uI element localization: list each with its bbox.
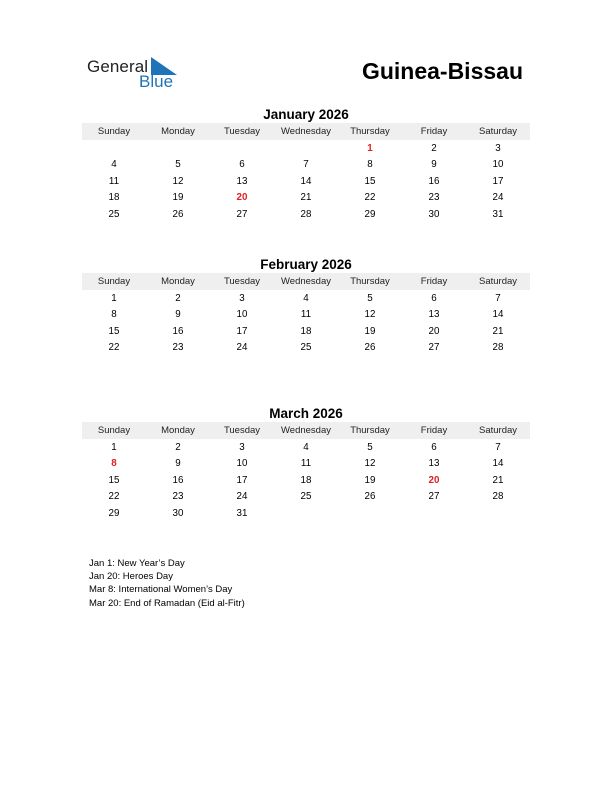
holiday-note: Mar 20: End of Ramadan (Eid al-Fitr) [89, 597, 245, 609]
day-cell: 15 [364, 175, 376, 187]
day-cell: 10 [236, 309, 248, 321]
weekday-label: Thursday [350, 425, 390, 436]
week-row [82, 489, 530, 506]
day-cell: 12 [364, 458, 376, 470]
day-cell: 3 [495, 142, 501, 154]
day-cell: 28 [300, 208, 312, 220]
day-cell: 5 [367, 441, 373, 453]
week-row [82, 439, 530, 456]
weekday-header [82, 123, 530, 140]
weekday-label: Thursday [350, 276, 390, 287]
day-cell: 16 [172, 325, 184, 337]
day-cell: 10 [236, 458, 248, 470]
day-cell: 20 [428, 325, 440, 337]
week-row [82, 290, 530, 307]
day-cell: 7 [495, 441, 501, 453]
weekday-header [82, 422, 530, 439]
weekday-label: Friday [420, 425, 448, 436]
day-cell: 8 [111, 458, 117, 470]
day-cell: 22 [364, 192, 376, 204]
day-cell: 9 [175, 458, 181, 470]
day-cell: 19 [364, 474, 376, 486]
logo [87, 57, 187, 93]
day-cell: 17 [236, 474, 248, 486]
day-cell: 21 [492, 474, 504, 486]
day-cell: 15 [108, 474, 120, 486]
day-cell: 25 [300, 342, 312, 354]
day-cell: 14 [300, 175, 312, 187]
day-cell: 13 [428, 458, 440, 470]
day-cell: 30 [428, 208, 440, 220]
day-cell: 29 [364, 208, 376, 220]
day-cell: 21 [300, 192, 312, 204]
holiday-note: Mar 8: International Women’s Day [89, 584, 233, 596]
day-cell: 8 [111, 309, 117, 321]
weekday-label: Friday [420, 126, 448, 137]
day-cell: 13 [428, 309, 440, 321]
month-title: March 2026 [269, 406, 343, 421]
day-cell: 19 [364, 325, 376, 337]
day-cell: 25 [108, 208, 120, 220]
weekday-label: Monday [161, 126, 195, 137]
day-cell: 25 [300, 491, 312, 503]
country-title: Guinea-Bissau [361, 58, 523, 84]
day-cell: 18 [300, 474, 312, 486]
day-cell: 5 [367, 292, 373, 304]
weekday-label: Sunday [97, 126, 131, 137]
weekday-label: Wednesday [281, 425, 331, 436]
day-cell: 16 [428, 175, 440, 187]
day-cell: 4 [111, 159, 117, 171]
weekday-label: Wednesday [281, 276, 331, 287]
day-cell: 6 [431, 292, 437, 304]
day-cell: 17 [236, 325, 248, 337]
day-cell: 24 [236, 342, 248, 354]
weekday-label: Monday [161, 276, 195, 287]
day-cell: 22 [108, 491, 120, 503]
day-cell: 27 [428, 342, 440, 354]
day-cell: 24 [236, 491, 248, 503]
holiday-notes [89, 557, 245, 610]
day-cell: 28 [492, 491, 504, 503]
logo-blue-text: Blue [139, 72, 174, 91]
day-cell: 1 [367, 142, 373, 154]
weekday-label: Tuesday [223, 425, 261, 436]
day-cell: 26 [172, 208, 184, 220]
day-cell: 14 [492, 458, 504, 470]
day-cell: 11 [300, 458, 312, 470]
week-row [82, 190, 530, 207]
day-cell: 21 [492, 325, 504, 337]
week-row [82, 307, 530, 324]
day-cell: 7 [303, 159, 309, 171]
week-row [82, 323, 530, 340]
week-row [82, 472, 530, 489]
weekday-label: Sunday [97, 425, 131, 436]
week-row [82, 157, 530, 174]
logo-general-text: General [87, 57, 149, 76]
day-cell: 2 [175, 441, 181, 453]
week-row [82, 456, 530, 473]
day-cell: 23 [172, 342, 184, 354]
day-cell: 27 [236, 208, 248, 220]
day-cell: 20 [428, 474, 440, 486]
day-cell: 19 [172, 192, 184, 204]
day-cell: 8 [367, 159, 373, 171]
day-cell: 11 [108, 175, 120, 187]
day-cell: 15 [108, 325, 120, 337]
day-cell: 2 [431, 142, 437, 154]
day-cell: 18 [108, 192, 120, 204]
weekday-label: Wednesday [281, 126, 331, 137]
day-cell: 26 [364, 342, 376, 354]
weekday-label: Friday [420, 276, 448, 287]
day-cell: 6 [239, 159, 245, 171]
day-cell: 1 [111, 292, 117, 304]
week-row [82, 505, 530, 522]
day-cell: 18 [300, 325, 312, 337]
weekday-label: Saturday [478, 276, 518, 287]
day-cell: 23 [172, 491, 184, 503]
weekday-label: Tuesday [223, 126, 261, 137]
week-row [82, 173, 530, 190]
day-cell: 24 [492, 192, 504, 204]
day-cell: 11 [300, 309, 312, 321]
day-cell: 17 [492, 175, 504, 187]
holiday-note: Jan 1: New Year’s Day [89, 558, 185, 569]
month-title: January 2026 [263, 107, 349, 122]
month-march [82, 405, 530, 522]
day-cell: 9 [175, 309, 181, 321]
day-cell: 31 [492, 208, 504, 220]
weekday-label: Saturday [478, 425, 518, 436]
day-cell: 26 [364, 491, 376, 503]
day-cell: 12 [172, 175, 184, 187]
month-february [82, 256, 530, 356]
week-row [82, 206, 530, 223]
day-cell: 9 [431, 159, 437, 171]
month-title: February 2026 [260, 257, 352, 272]
day-cell: 23 [428, 192, 440, 204]
day-cell: 31 [236, 507, 248, 519]
month-january [82, 106, 530, 223]
day-cell: 13 [236, 175, 248, 187]
day-cell: 27 [428, 491, 440, 503]
week-row [82, 340, 530, 357]
day-cell: 6 [431, 441, 437, 453]
day-cell: 22 [108, 342, 120, 354]
day-cell: 2 [175, 292, 181, 304]
day-cell: 4 [303, 292, 309, 304]
day-cell: 4 [303, 441, 309, 453]
day-cell: 16 [172, 474, 184, 486]
day-cell: 30 [172, 507, 184, 519]
day-cell: 7 [495, 292, 501, 304]
weekday-label: Saturday [478, 126, 518, 137]
day-cell: 10 [492, 159, 504, 171]
day-cell: 3 [239, 292, 245, 304]
day-cell: 28 [492, 342, 504, 354]
day-cell: 14 [492, 309, 504, 321]
weekday-label: Sunday [97, 276, 131, 287]
weekday-label: Thursday [350, 126, 390, 137]
weekday-header [82, 273, 530, 290]
day-cell: 3 [239, 441, 245, 453]
day-cell: 12 [364, 309, 376, 321]
holiday-note: Jan 20: Heroes Day [89, 571, 173, 583]
day-cell: 5 [175, 159, 181, 171]
day-cell: 1 [111, 441, 117, 453]
week-row [82, 140, 530, 157]
weekday-label: Monday [161, 425, 195, 436]
weekday-label: Tuesday [223, 276, 261, 287]
day-cell: 20 [236, 192, 248, 204]
day-cell: 29 [108, 507, 120, 519]
